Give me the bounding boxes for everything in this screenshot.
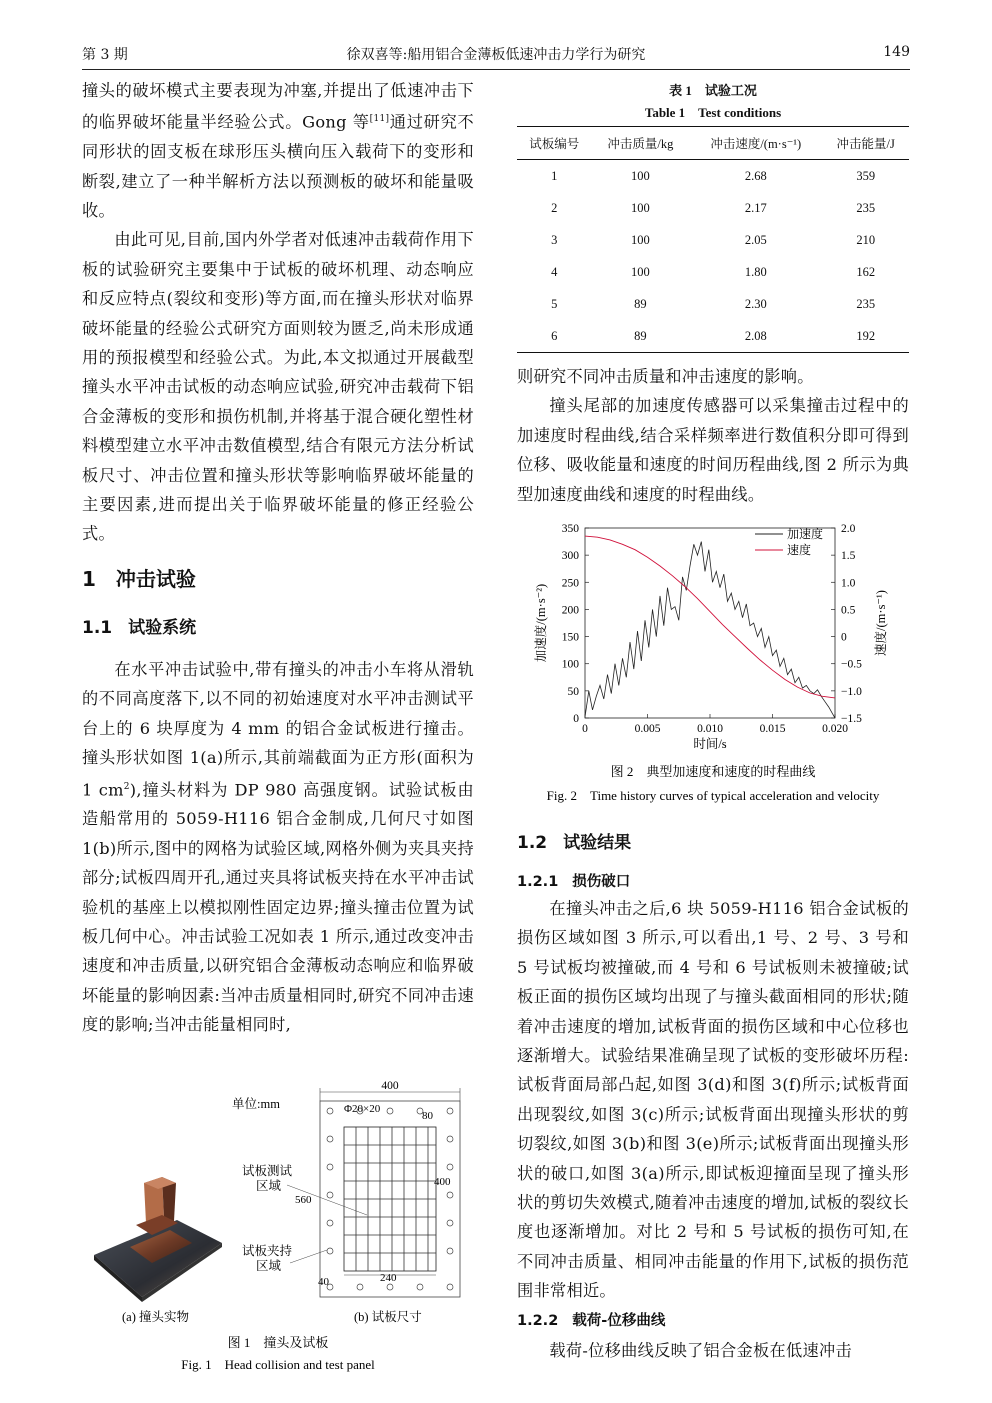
cell: 100 — [630, 232, 650, 247]
paragraph-3-tail: ),撞头材料为 DP 980 高强度钢。试验试板由造船常用的 5059-H116 铝合金制成,几何尺寸如图 1(b)所示,图中的网格为试验区域,网格外侧为夹具夹持部分;试板四周开孔,通过夹具将试板夹持在水平冲击试验机的基座上以模拟刚性固定边界;撞头撞击位置为试板几何中心。冲击试验工况如表 1 所示,通过改变冲击速度和冲击质量,以研究铝合金薄板动态响应和临界破坏能量的影响因素:当冲击质量相同时,研究不同冲击速度的影响;当冲击能量相同时, — [82, 779, 474, 1035]
cell: 162 — [856, 264, 876, 279]
page-number: 149 — [883, 44, 910, 60]
col-header: 试板编号 — [517, 127, 592, 160]
cell: 2.17 — [744, 200, 767, 215]
header-rule — [82, 69, 910, 70]
cell: 1 — [551, 168, 558, 183]
paragraph-4: 撞头尾部的加速度传感器可以采集撞击过程中的加速度时程曲线,结合采样频率进行数值积分即可得到位移、吸收能量和速度的时间历程曲线,图 2 所示为典型加速度曲线和速度的时程曲线。 — [517, 396, 909, 504]
section-heading-1 — [82, 563, 474, 599]
col-header: 冲击能量/J — [822, 127, 909, 160]
x-tick-label: 0.020 — [822, 723, 848, 735]
unit-label: 单位:mm — [232, 1097, 280, 1111]
subsubsection-number: 1.2.1 — [517, 874, 559, 890]
subsubsection-title: 损伤破口 — [572, 874, 631, 890]
clamp-area-label-1: 试板夹持 — [242, 1244, 293, 1258]
col-header: 冲击速度/(m·s⁻¹) — [689, 127, 822, 160]
y2-axis-label: 速度/(m·s⁻¹) — [874, 590, 888, 656]
section-title: 冲击试验 — [115, 566, 196, 591]
right-text-upper — [517, 362, 909, 509]
table-1 — [517, 80, 909, 353]
cell: 2.08 — [689, 320, 822, 353]
subcaption-b: (b) 试板尺寸 — [354, 1310, 422, 1324]
figure-1 — [82, 1075, 474, 1375]
subsection-heading-1-2 — [517, 828, 909, 870]
y-tick-label: 200 — [561, 604, 579, 617]
dim-hole: Φ20×20 — [344, 1103, 381, 1115]
legend-acc-label: 加速度 — [787, 527, 824, 541]
fig1-caption-en: Fig. 1 Head collision and test panel — [181, 1357, 375, 1372]
dim-height: 560 — [295, 1194, 312, 1206]
subsection-number: 1.2 — [517, 833, 548, 853]
paragraph-5: 在撞头冲击之后,6 块 5059-H116 铝合金试板的损伤区域如图 3 所示,可以看出,1 号、2 号、3 号和 5 号试板均被撞破,而 4 号和 6 号试板则未被撞破;试板正面的损伤区域均出现了与撞头截面相同的形状;随着冲击速度的增加,试板背面的损伤区域和中心位移也逐渐增大。试验结果准确呈现了试板的变形破坏历程:试板背面局部凸起,如图 3(d)和图 3(f)所示;试板背面出现裂纹,如图 3(c)所示;试板背面出现撞头形状的剪切裂纹,如图 3(b)和图 3(e)所示;试板背面出现撞头形状的破口,如图 3(a)所示,即试板迎撞面呈现了撞头形状的剪切失效模式,随着冲击速度的增加,试板的裂纹长度也逐渐增加。对比 2 号和 5 号试板的损伤可知,在不同冲击质量、相同冲击能量的作用下,试板的损伤范围非常相近。 — [517, 899, 909, 1301]
table-row — [517, 256, 909, 288]
acceleration-line — [585, 542, 835, 718]
paragraph-2: 由此可见,目前,国内外学者对低速冲击载荷作用下板的试验研究主要集中于试板的破坏机理、动态响应和反应特点(裂纹和变形)等方面,而在撞头形状对临界破坏能量的经验公式研究方面则较为匮乏,尚未形成通用的预报模型和经验公式。为此,本文拟通过开展截型撞头水平冲击试板的动态响应试验,研究冲击载荷下铝合金薄板的变形和损伤机制,并将基于混合硬化塑性材料模型建立水平冲击数值模型,结合有限元方法分析试板尺寸、冲击位置和撞头形状等影响临界破坏能量的主要因素,进而提出关于临界破坏能量的修正经验公式。 — [82, 230, 474, 544]
running-title: 徐双喜等:船用铝合金薄板低速冲击力学行为研究 — [346, 47, 646, 63]
y2-tick-label: −0.5 — [841, 658, 862, 671]
cell: 100 — [630, 264, 650, 279]
cell: 5 — [551, 296, 558, 311]
test-area-label-2: 区域 — [256, 1179, 282, 1193]
impactor-photo — [94, 1177, 222, 1302]
y-tick-label: 150 — [561, 631, 579, 644]
subsubsection-heading-1-2-2 — [517, 1306, 909, 1336]
paragraph-3-text: 在水平冲击试验中,带有撞头的冲击小车将从滑轨的不同高度落下,以不同的初始速度对水平冲击测试平台上的 6 块厚度为 4 mm 的铝合金试板进行撞击。撞头形状如图 1(a)所示,其前端截面为正方形(面积为 1 cm — [82, 659, 474, 799]
table-header-row — [517, 127, 909, 160]
conditions-table — [517, 126, 909, 353]
superscript: 2 — [123, 781, 130, 792]
cell: 2.68 — [744, 168, 767, 183]
y-axis-label: 加速度/(m·s⁻²) — [534, 583, 548, 663]
subsection-heading-1-1 — [82, 613, 474, 647]
subsubsection-heading-1-2-1 — [517, 870, 909, 894]
x-tick-label: 0 — [582, 723, 588, 735]
y2-tick-label: 1.0 — [841, 577, 856, 590]
cell: 6 — [517, 320, 592, 353]
y2-tick-label: 2.0 — [841, 523, 856, 535]
cell: 1.80 — [744, 264, 767, 279]
subsection-title: 试验系统 — [128, 617, 197, 638]
cell: 2.05 — [744, 232, 767, 247]
subsubsection-number: 1.2.2 — [517, 1312, 559, 1329]
paragraph-1-tail: 通过研究不同形状的固支板在球形压头横向压入载荷下的变形和断裂,建立了一种半解析方法以预测板的破坏和能量吸收。 — [82, 112, 474, 221]
test-area-label-1: 试板测试 — [242, 1164, 293, 1178]
cell: 210 — [856, 232, 876, 247]
x-tick-label: 0.010 — [697, 723, 723, 735]
cell: 100 — [630, 200, 650, 215]
table-row — [517, 192, 909, 224]
left-column — [82, 76, 474, 1040]
cell: 192 — [822, 320, 909, 353]
table-row — [517, 160, 909, 193]
dim-edge: 40 — [318, 1276, 329, 1288]
cell: 3 — [551, 232, 558, 247]
cell: 4 — [551, 264, 558, 279]
paragraph-1 — [82, 76, 474, 225]
clamp-area-label-2: 区域 — [256, 1259, 282, 1273]
y-tick-label: 100 — [561, 658, 579, 671]
y-tick-label: 50 — [567, 685, 579, 698]
issue-number: 第 3 期 — [82, 47, 128, 63]
subsection-number: 1.1 — [82, 617, 113, 638]
cell: 89 — [592, 320, 690, 353]
section-number: 1 — [82, 566, 96, 591]
dim-spacing: 80 — [422, 1110, 433, 1122]
y-tick-label: 350 — [561, 523, 579, 535]
right-text-lower — [517, 828, 909, 1365]
x-tick-label: 0.015 — [759, 723, 786, 735]
panel-drawing — [287, 1080, 460, 1297]
subsubsection-title: 载荷-位移曲线 — [572, 1312, 666, 1329]
y-tick-label: 0 — [573, 713, 579, 725]
cell: 235 — [856, 200, 876, 215]
paragraph-6: 载荷-位移曲线反映了铝合金板在低速冲击 — [549, 1340, 852, 1360]
cell: 235 — [856, 296, 876, 311]
y2-tick-label: 0 — [841, 631, 847, 644]
legend-vel-label: 速度 — [787, 543, 812, 557]
subcaption-a: (a) 撞头实物 — [122, 1310, 189, 1324]
table-row — [517, 224, 909, 256]
figure-2-chart — [517, 512, 909, 808]
citation-ref[interactable]: [11] — [369, 114, 390, 125]
paragraph-1-text: 撞头的破坏模式主要表现为冲塞,并提出了低速冲击下的临界破坏能量半经验公式。Gong 等 — [82, 81, 474, 132]
cell: 89 — [634, 296, 647, 311]
dim-top: 400 — [381, 1080, 399, 1092]
cell: 359 — [856, 168, 876, 183]
running-header — [82, 44, 910, 66]
y-tick-label: 250 — [561, 577, 579, 590]
paragraph-3 — [82, 655, 474, 1040]
col-header: 冲击质量/kg — [592, 127, 690, 160]
paragraph-continued: 则研究不同冲击质量和冲击速度的影响。 — [517, 367, 814, 386]
y2-tick-label: 1.5 — [841, 550, 856, 563]
y2-tick-label: −1.0 — [841, 685, 862, 698]
fig1-caption-cn: 图 1 撞头及试板 — [227, 1335, 329, 1350]
table-row — [517, 288, 909, 320]
table-title-en: Table 1 Test conditions — [644, 105, 782, 120]
fig2-caption-cn: 图 2 典型加速度和速度的时程曲线 — [610, 764, 816, 779]
dim-inner-height: 400 — [434, 1176, 451, 1188]
y-tick-label: 300 — [561, 550, 579, 563]
dim-inner-width: 240 — [380, 1272, 397, 1284]
cell: 100 — [630, 168, 650, 183]
y2-tick-label: 0.5 — [841, 604, 856, 617]
subsection-title: 试验结果 — [563, 833, 632, 853]
x-axis-label: 时间/s — [693, 737, 727, 751]
table-row — [517, 320, 909, 353]
table-title-cn: 表 1 试验工况 — [669, 83, 757, 98]
x-tick-label: 0.005 — [634, 723, 661, 735]
fig2-caption-en: Fig. 2 Time history curves of typical acceleration and velocity — [546, 788, 880, 803]
y2-tick-label: −1.5 — [841, 713, 862, 725]
cell: 2 — [551, 200, 558, 215]
cell: 2.30 — [744, 296, 767, 311]
